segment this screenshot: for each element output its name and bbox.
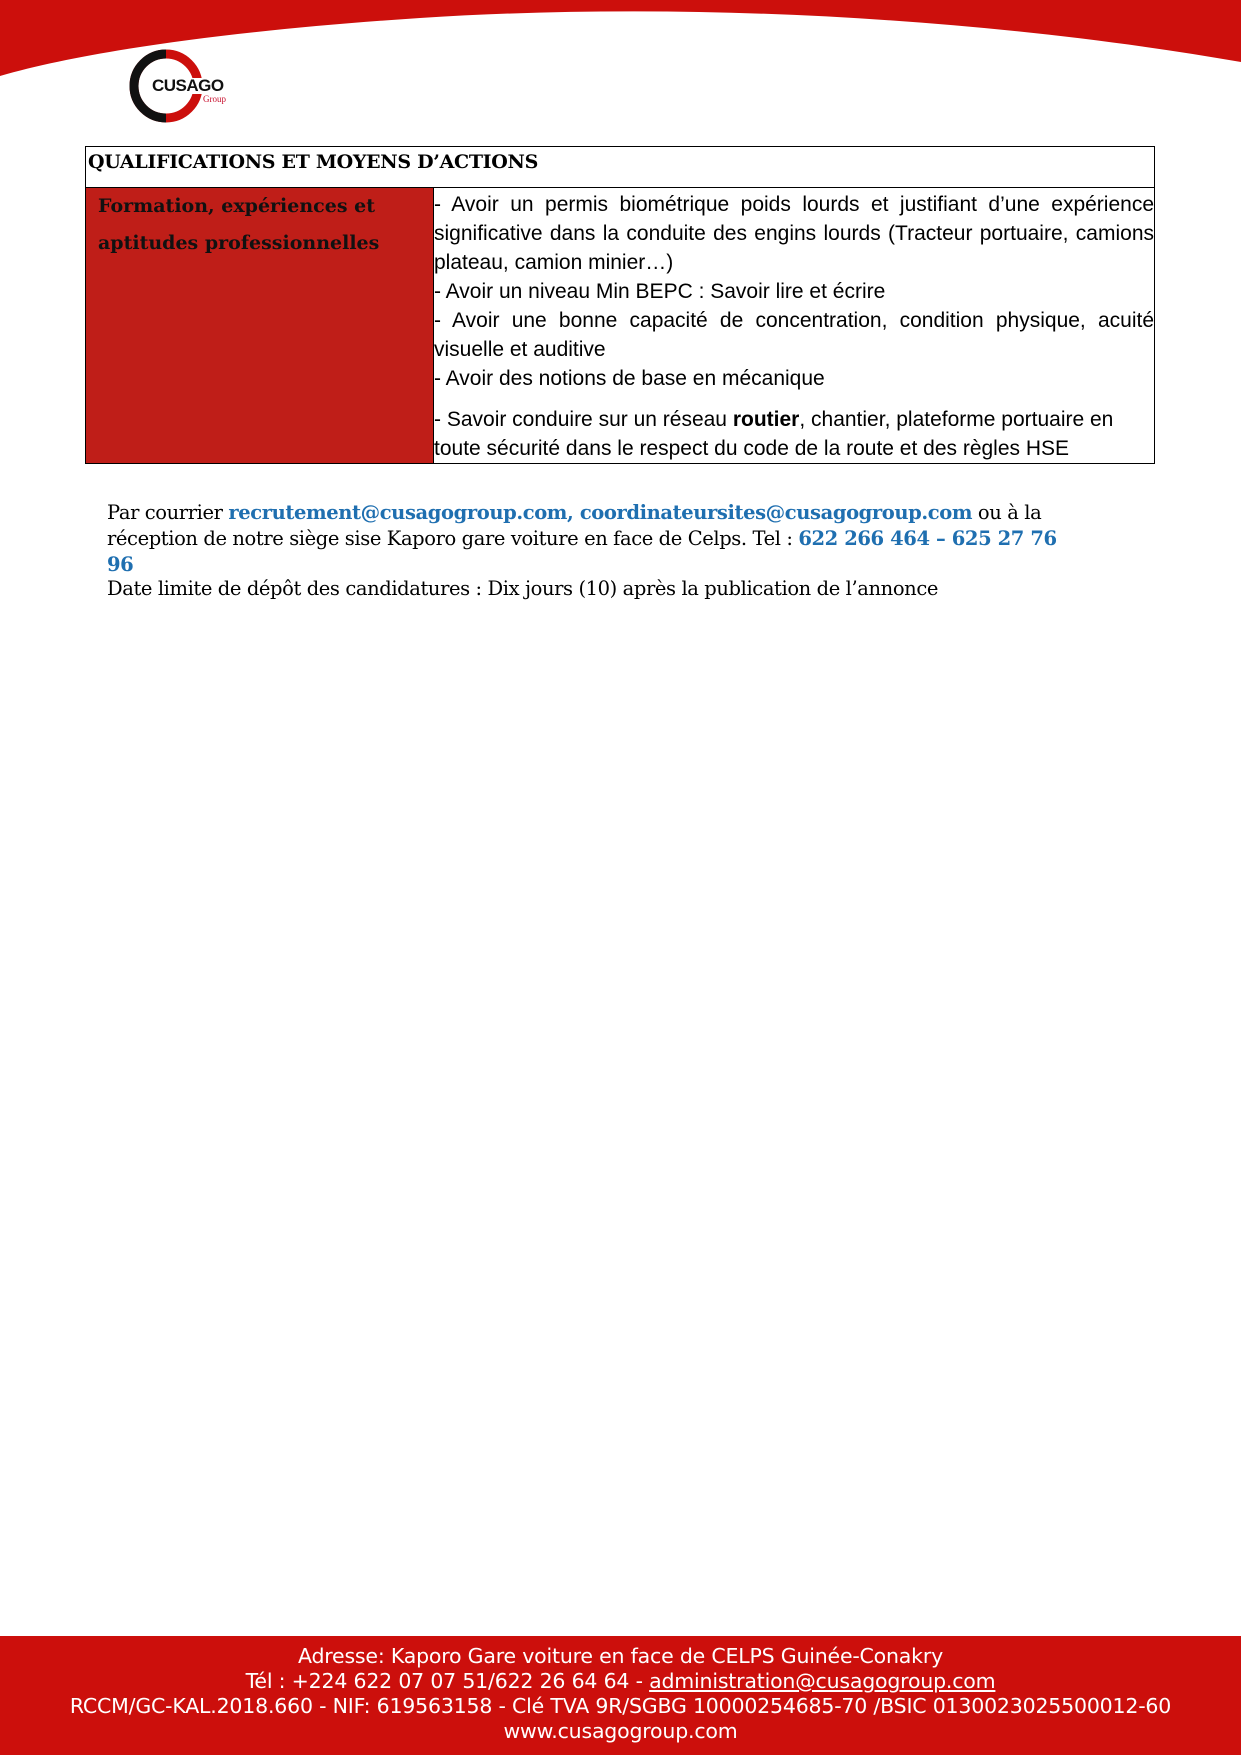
- logo-subtitle: Group: [203, 94, 226, 104]
- list-item-text: , chantier, plateforme portuaire en toute sécurité dans le respect du code de la route et des règles HSE: [434, 408, 1114, 460]
- footer: [0, 1636, 1241, 1755]
- footer-website-link[interactable]: www.cusagogroup.com: [503, 1719, 738, 1743]
- list-item: - Avoir un niveau Min BEPC : Savoir lire et écrire: [434, 280, 886, 303]
- list-item: - Avoir un permis biométrique poids lourds et justifiant d’une expérience significative dans la conduite des engins lourds (Tracteur portuaire, camions plateau, camion minier…): [434, 193, 1154, 274]
- table-header: QUALIFICATIONS ET MOYENS D’ACTIONS: [86, 147, 1155, 188]
- requirements-list: [434, 190, 1154, 463]
- list-item: [434, 405, 1154, 463]
- contact-phones: 622 266 464 – 625 27 76 96: [107, 527, 1057, 576]
- logo-name: CUSAGO: [152, 76, 224, 95]
- label-cell: Formation, expériences et aptitudes professionnelles: [86, 188, 434, 464]
- contact-paragraph: [107, 500, 1067, 578]
- contact-emails-link[interactable]: recrutement@cusagogroup.com, coordinateursites@cusagogroup.com: [228, 501, 973, 524]
- list-item: - Avoir des notions de base en mécanique: [434, 367, 825, 390]
- list-item: - Avoir une bonne capacité de concentration, condition physique, acuité visuelle et auditive: [434, 309, 1154, 361]
- requirements-cell: [434, 188, 1155, 464]
- list-item-bold: routier: [732, 408, 800, 431]
- contact-middle: ou à la réception de notre siège sise Kaporo gare voiture en face de Celps. Tel :: [107, 501, 1042, 550]
- qualifications-table: [85, 146, 1155, 464]
- contact-prefix: Par courrier: [107, 501, 229, 524]
- footer-address: Adresse: Kaporo Gare voiture en face de CELPS Guinée-Conakry: [297, 1644, 943, 1668]
- footer-tel-line: [0, 1669, 1241, 1694]
- footer-registry: RCCM/GC-KAL.2018.660 - NIF: 619563158 - Clé TVA 9R/SGBG 10000254685-70 /BSIC 0130023025500012-60: [69, 1694, 1172, 1718]
- footer-email-link[interactable]: administration@cusagogroup.com: [649, 1669, 996, 1693]
- deadline-text: Date limite de dépôt des candidatures : Dix jours (10) après la publication de l’annonce: [107, 577, 938, 600]
- footer-tel: Tél : +224 622 07 07 51/622 26 64 64 -: [245, 1669, 650, 1693]
- list-item-text: - Savoir conduire sur un réseau: [434, 408, 733, 431]
